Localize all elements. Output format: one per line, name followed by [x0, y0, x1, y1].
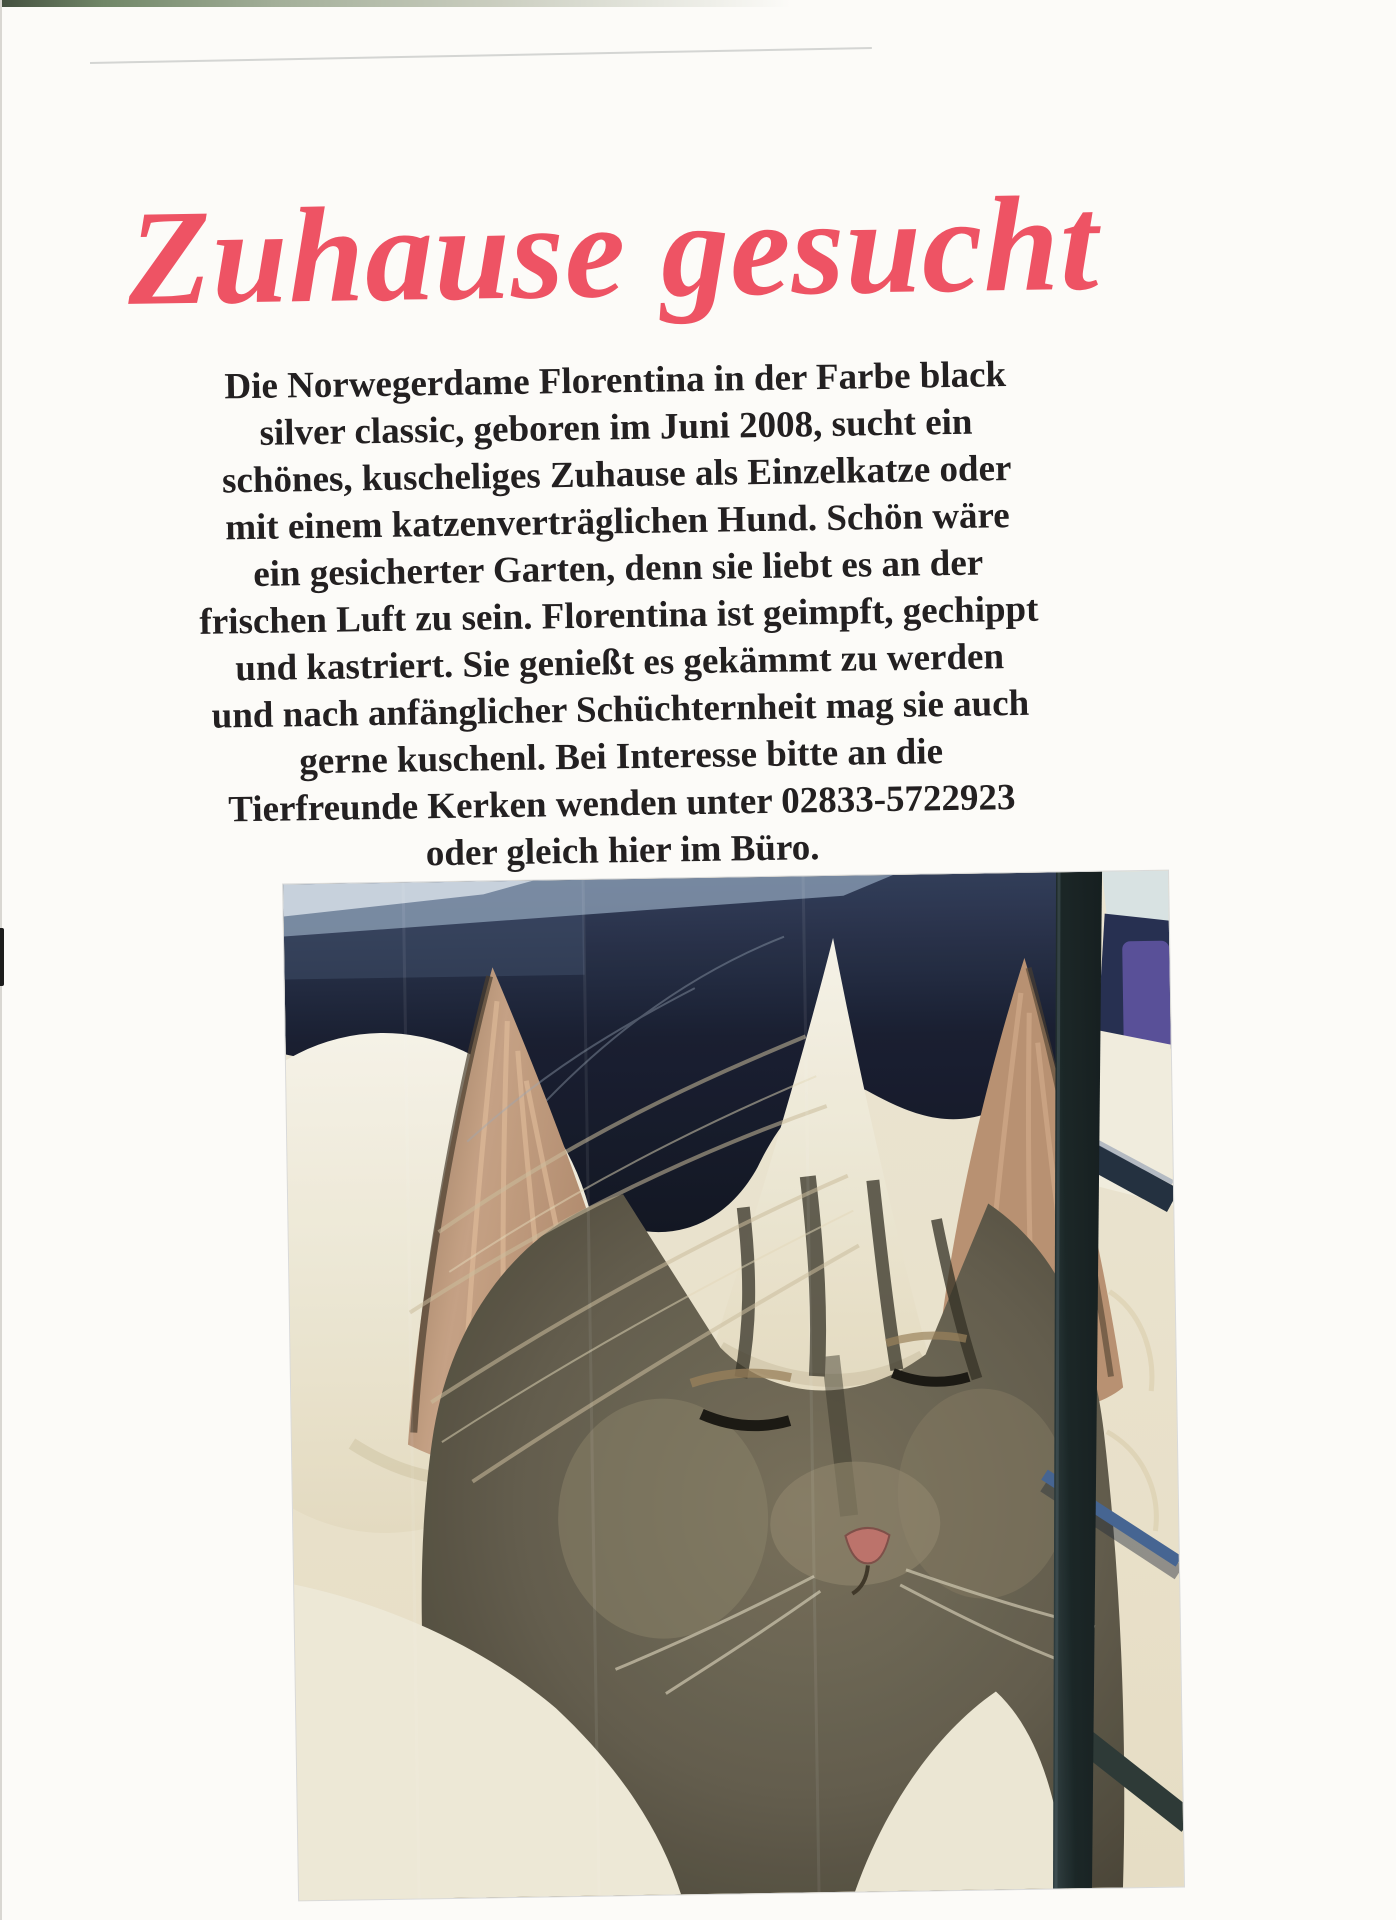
body-line: ein gesicherter Garten, denn sie liebt es an der — [252, 542, 984, 595]
body-line: gerne kuschenl. Bei Interesse bitte an die — [299, 731, 944, 783]
body-line: und kastriert. Sie genießt es gekämmt zu werden — [235, 636, 1005, 690]
body-line: und nach anfänglicher Schüchternheit mag sie auch — [211, 682, 1030, 737]
photo-tone-overlay — [283, 871, 1184, 1901]
cat-photo — [283, 871, 1184, 1901]
body-line: Tierfreunde Kerken wenden unter 02833-5722923 — [227, 777, 1016, 831]
body-line: frischen Luft zu sein. Florentina ist geimpft, gechippt — [199, 588, 1039, 643]
scan-mark-left — [0, 928, 4, 986]
body-line: silver classic, geboren im Juni 2008, sucht ein — [259, 401, 973, 454]
body-line: oder gleich hier im Büro. — [425, 827, 820, 875]
scan-edge-top — [0, 0, 860, 7]
page-title: Zuhause gesucht — [126, 168, 1100, 334]
body-line: mit einem katzenverträglichen Hund. Schön wäre — [224, 495, 1010, 549]
body-line: Die Norwegerdame Florentina in der Farbe black — [224, 354, 1007, 408]
flyer-body-text — [65, 349, 1173, 883]
body-line: schönes, kuscheliges Zuhause als Einzelkatze oder — [221, 448, 1012, 502]
